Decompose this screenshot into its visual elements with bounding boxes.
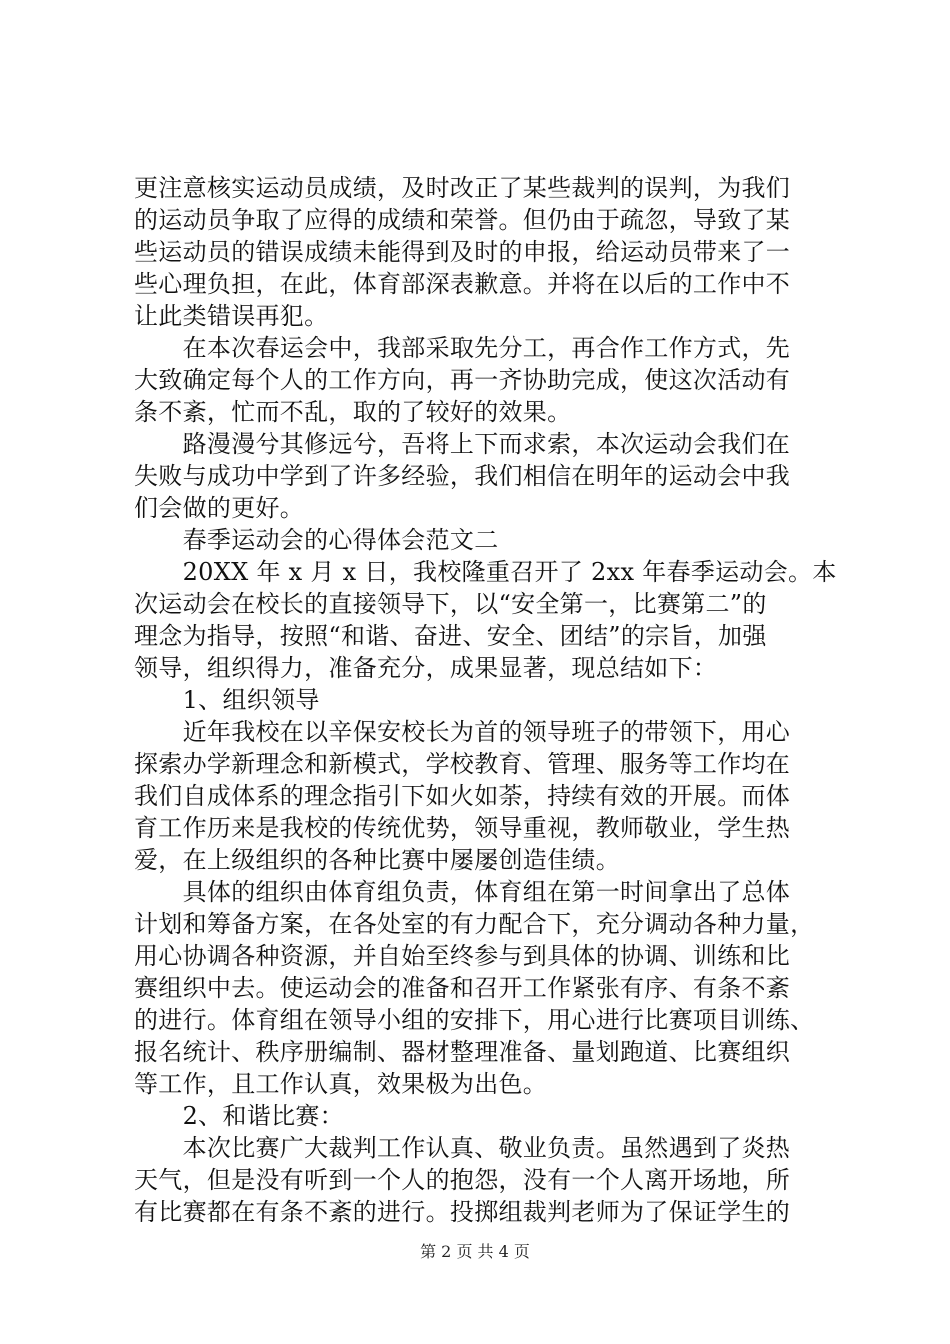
- text-line: 的进行。体育组在领导小组的安排下，用心进行比赛项目训练、: [134, 1006, 815, 1034]
- paragraph-division-of-work: [134, 332, 834, 428]
- text-line: 有比赛都在有条不紊的进行。投掷组裁判老师为了保证学生的: [134, 1198, 791, 1226]
- text-line: 近年我校在以辛保安校长为首的领导班子的带领下，用心: [134, 718, 791, 746]
- paragraph-outlook: [134, 428, 834, 524]
- text-line: 爱，在上级组织的各种比赛中屡屡创造佳绩。: [134, 846, 620, 874]
- text-line: 在本次春运会中，我部采取先分工，再合作工作方式，先: [134, 334, 791, 362]
- heading-line: 春季运动会的心得体会范文二: [134, 526, 499, 554]
- text-line: 理念为指导，按照“和谐、奋进、安全、团结”的宗旨，加强: [134, 622, 767, 650]
- text-line: 赛组织中去。使运动会的准备和召开工作紧张有序、有条不紊: [134, 974, 791, 1002]
- paragraph-intro: [134, 556, 837, 684]
- text-line: 我们自成体系的理念指引下如火如荼，持续有效的开展。而体: [134, 782, 791, 810]
- text-line: 育工作历来是我校的传统优势，领导重视，教师敬业，学生热: [134, 814, 791, 842]
- text-line: 探索办学新理念和新模式，学校教育、管理、服务等工作均在: [134, 750, 791, 778]
- text-line: 次运动会在校长的直接领导下，以“安全第一，比赛第二”的: [134, 590, 767, 618]
- text-line: 的运动员争取了应得的成绩和荣誉。但仍由于疏忽，导致了某: [134, 206, 791, 234]
- section-heading-organization: [134, 684, 834, 716]
- paragraph-apology: [134, 172, 834, 332]
- page-footer: [0, 1240, 950, 1264]
- text-line: 条不紊，忙而不乱，取的了较好的效果。: [134, 398, 572, 426]
- heading-line: 1、组织领导: [134, 686, 320, 714]
- paragraph-referees: [134, 1132, 834, 1228]
- paragraph-pe-group: [134, 876, 834, 1100]
- text-line: 用心协调各种资源，并自始至终参与到具体的协调、训练和比: [134, 942, 791, 970]
- page-number: 第 2 页 共 4 页: [420, 1242, 530, 1261]
- text-line: 领导，组织得力，准备充分，成果显著，现总结如下：: [134, 654, 718, 682]
- text-line: 20XX 年 x 月 x 日，我校隆重召开了 2xx 年春季运动会。本: [134, 558, 837, 586]
- text-line: 路漫漫兮其修远兮，吾将上下而求索，本次运动会我们在: [134, 430, 791, 458]
- text-line: 等工作，且工作认真，效果极为出色。: [134, 1070, 548, 1098]
- text-line: 些运动员的错误成绩未能得到及时的申报，给运动员带来了一: [134, 238, 791, 266]
- text-line: 些心理负担，在此，体育部深表歉意。并将在以后的工作中不: [134, 270, 791, 298]
- text-line: 计划和筹备方案，在各处室的有力配合下，充分调动各种力量，: [134, 910, 815, 938]
- document-body: [134, 172, 837, 1228]
- text-line: 报名统计、秩序册编制、器材整理准备、量划跑道、比赛组织: [134, 1038, 791, 1066]
- text-line: 本次比赛广大裁判工作认真、敬业负责。虽然遇到了炎热: [134, 1134, 791, 1162]
- text-line: 更注意核实运动员成绩，及时改正了某些裁判的误判，为我们: [134, 174, 791, 202]
- text-line: 具体的组织由体育组负责，体育组在第一时间拿出了总体: [134, 878, 791, 906]
- text-line: 失败与成功中学到了许多经验，我们相信在明年的运动会中我: [134, 462, 791, 490]
- text-line: 让此类错误再犯。: [134, 302, 329, 330]
- text-line: 天气，但是没有听到一个人的抱怨，没有一个人离开场地，所: [134, 1166, 791, 1194]
- heading-line: 2、和谐比赛：: [134, 1102, 344, 1130]
- section-heading-essay-two: [134, 524, 834, 556]
- section-heading-harmony: [134, 1100, 834, 1132]
- paragraph-leadership: [134, 716, 834, 876]
- text-line: 大致确定每个人的工作方向，再一齐协助完成，使这次活动有: [134, 366, 791, 394]
- text-line: 们会做的更好。: [134, 494, 305, 522]
